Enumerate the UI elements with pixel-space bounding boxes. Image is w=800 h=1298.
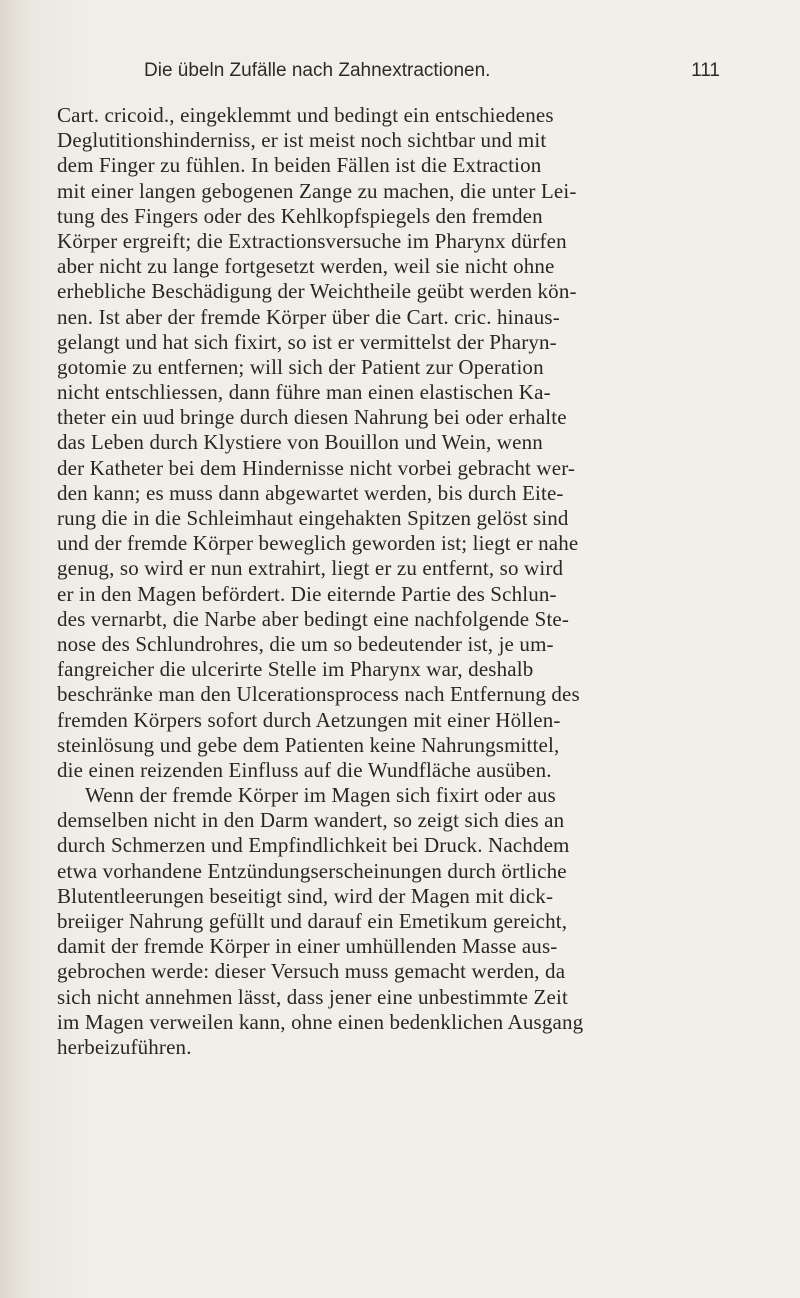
text-line: Wenn der fremde Körper im Magen sich fixirt oder aus [85, 783, 556, 808]
text-line: er in den Magen befördert. Die eiternde Partie des Schlun- [57, 581, 557, 606]
text-line: rung die in die Schleimhaut eingehakten Spitzen gelöst sind [57, 506, 569, 530]
text-line: gelangt und hat sich fixirt, so ist er vermittelst der Pharyn- [57, 329, 557, 354]
text-line: und der fremde Körper beweglich geworden ist; liegt er nahe [57, 531, 579, 556]
text-line: nen. Ist aber der fremde Körper über die Cart. cric. hinaus- [57, 304, 560, 329]
text-line: dem Finger zu fühlen. In beiden Fällen ist die Extraction [57, 153, 542, 178]
text-line: die einen reizenden Einfluss auf die Wundfläche ausüben. [57, 757, 552, 782]
text-line: Deglutitionshinderniss, er ist meist noch sichtbar und mit [57, 128, 547, 153]
page-number: 111 [691, 60, 720, 81]
text-line: theter ein uud bringe durch diesen Nahrung bei oder erhalte [57, 405, 567, 430]
text-line: tung des Fingers oder des Kehlkopfspiegels den fremden [57, 203, 543, 228]
text-line: nose des Schlundrohres, die um so bedeutender ist, je um- [57, 631, 554, 656]
text-line: den kann; es muss dann abgewartet werden, bis durch Eite- [57, 480, 564, 505]
text-line: beschränke man den Ulcerationsprocess nach Entfernung des [57, 682, 580, 707]
body-text [57, 103, 723, 1060]
text-line: des vernarbt, die Narbe aber bedingt eine nachfolgende Ste- [57, 606, 570, 631]
text-line: sich nicht annehmen lässt, dass jener eine unbestimmte Zeit [57, 984, 568, 1009]
page-header [144, 60, 720, 90]
text-line: mit einer langen gebogenen Zange zu machen, die unter Lei- [57, 178, 577, 203]
text-line: Körper ergreift; die Extractionsversuche im Pharynx dürfen [57, 228, 567, 253]
text-line: im Magen verweilen kann, ohne einen bedenklichen Ausgang [57, 1009, 584, 1034]
text-line: damit der fremde Körper in einer umhüllenden Masse aus- [57, 934, 558, 959]
text-line: Blutentleerungen beseitigt sind, wird der Magen mit dick- [57, 883, 554, 908]
text-line: herbeizuführen. [57, 1034, 192, 1059]
text-line: der Katheter bei dem Hindernisse nicht vorbei gebracht wer- [57, 455, 576, 480]
text-line: demselben nicht in den Darm wandert, so zeigt sich dies an [57, 808, 565, 833]
text-line: genug, so wird er nun extrahirt, liegt er zu entfernt, so wird [57, 556, 564, 581]
text-line: fangreicher die ulcerirte Stelle im Pharynx war, deshalb [57, 657, 534, 682]
text-line: nicht entschliessen, dann führe man einen elastischen Ka- [57, 380, 551, 405]
text-line: fremden Körpers sofort durch Aetzungen mit einer Höllen- [57, 707, 561, 732]
text-line: breiiger Nahrung gefüllt und darauf ein Emetikum gereicht, [57, 909, 568, 933]
text-line: erhebliche Beschädigung der Weichtheile geübt werden kön- [57, 279, 577, 304]
text-line: durch Schmerzen und Empfindlichkeit bei Druck. Nachdem [57, 833, 570, 858]
text-line: Cart. cricoid., eingeklemmt und bedingt ein entschiedenes [57, 103, 554, 127]
text-line: aber nicht zu lange fortgesetzt werden, weil sie nicht ohne [57, 254, 555, 279]
text-line: etwa vorhandene Entzündungserscheinungen durch örtliche [57, 858, 567, 883]
running-head: Die übeln Zufälle nach Zahnextractionen. [144, 60, 491, 81]
text-line: gebrochen werde: dieser Versuch muss gemacht werden, da [57, 959, 566, 984]
text-line: das Leben durch Klystiere von Bouillon und Wein, wenn [57, 430, 543, 455]
text-line: steinlösung und gebe dem Patienten keine Nahrungsmittel, [57, 732, 560, 757]
text-line: gotomie zu entfernen; will sich der Patient zur Operation [57, 354, 544, 379]
